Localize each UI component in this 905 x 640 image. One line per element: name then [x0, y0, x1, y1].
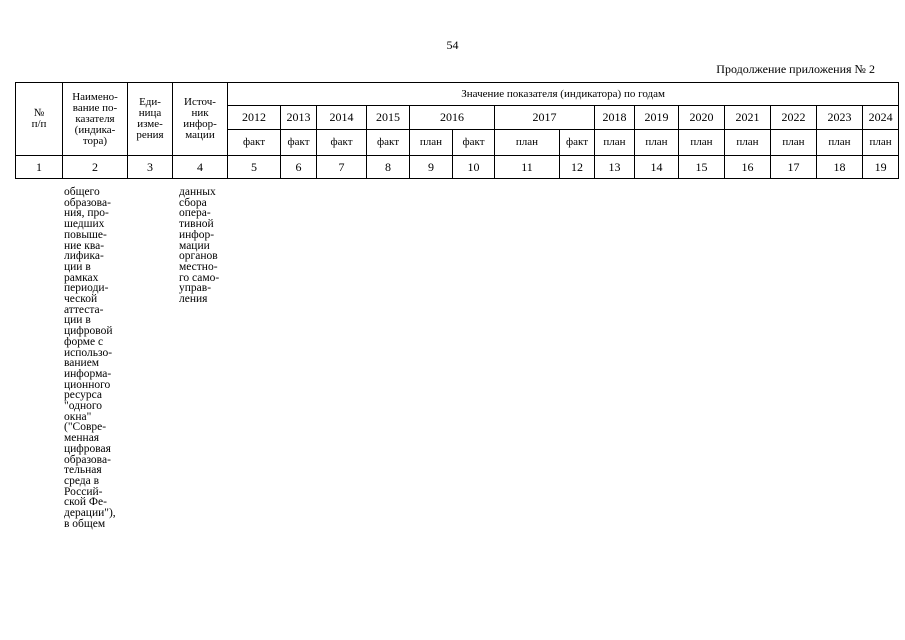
- year-cell: 2015: [367, 106, 410, 130]
- column-number-cell: 6: [281, 156, 317, 179]
- column-number-cell: 5: [228, 156, 281, 179]
- column-number-cell: 11: [495, 156, 560, 179]
- year-cell: 2020: [679, 106, 725, 130]
- year-cell: 2022: [771, 106, 817, 130]
- header-indicator-name: Наимено- вание по- казателя (индика- тора): [63, 83, 128, 156]
- value-kind-cell: план: [495, 130, 560, 156]
- indicator-table: [15, 82, 899, 179]
- year-cell: 2024: [863, 106, 899, 130]
- continuation-note: Продолжение приложения № 2: [716, 62, 875, 76]
- year-cell: 2013: [281, 106, 317, 130]
- column-number-cell: 8: [367, 156, 410, 179]
- value-kind-cell: факт: [317, 130, 367, 156]
- column-number-cell: 17: [771, 156, 817, 179]
- value-kind-cell: факт: [367, 130, 410, 156]
- column-number-cell: 7: [317, 156, 367, 179]
- column-number-cell: 19: [863, 156, 899, 179]
- value-kind-cell: план: [410, 130, 453, 156]
- column-number-cell: 18: [817, 156, 863, 179]
- source-text: данных сбора опера- тивной инфор- мации органов местно- го само- управ- ления: [179, 186, 220, 306]
- value-kind-cell: план: [679, 130, 725, 156]
- year-cell: 2017: [495, 106, 595, 130]
- column-number-cell: 13: [595, 156, 635, 179]
- value-kind-cell: факт: [453, 130, 495, 156]
- year-cell: 2014: [317, 106, 367, 130]
- year-cell: 2012: [228, 106, 281, 130]
- header-source: Источ- ник инфор- мации: [173, 83, 228, 156]
- column-number-cell: 4: [173, 156, 228, 179]
- year-cell: 2019: [635, 106, 679, 130]
- header-values-by-year: Значение показателя (индикатора) по годам: [228, 83, 899, 106]
- column-number-cell: 9: [410, 156, 453, 179]
- value-kind-cell: факт: [281, 130, 317, 156]
- column-number-cell: 1: [16, 156, 63, 179]
- column-number-cell: 10: [453, 156, 495, 179]
- value-kind-cell: план: [595, 130, 635, 156]
- header-unit: Еди- ница изме- рения: [128, 83, 173, 156]
- year-cell: 2016: [410, 106, 495, 130]
- page-number: 54: [446, 38, 459, 52]
- value-kind-cell: план: [725, 130, 771, 156]
- column-number-cell: 3: [128, 156, 173, 179]
- value-kind-cell: факт: [228, 130, 281, 156]
- column-number-cell: 14: [635, 156, 679, 179]
- value-kind-cell: план: [817, 130, 863, 156]
- column-number-cell: 12: [560, 156, 595, 179]
- year-cell: 2021: [725, 106, 771, 130]
- value-kind-cell: план: [863, 130, 899, 156]
- year-cell: 2023: [817, 106, 863, 130]
- column-number-cell: 15: [679, 156, 725, 179]
- header-number: № п/п: [16, 83, 63, 156]
- column-number-cell: 16: [725, 156, 771, 179]
- column-number-cell: 2: [63, 156, 128, 179]
- year-cell: 2018: [595, 106, 635, 130]
- value-kind-cell: план: [635, 130, 679, 156]
- value-kind-cell: план: [771, 130, 817, 156]
- indicator-name-text: общего образова- ния, про- шедших повыше- ние ква- лифика- ции в рамках периоди- ческой аттеста- ции в цифровой форме с использо- ванием информа- ционного ресурса "одного окна" ("Совре- менная цифровая образова- тельная среда в Россий- ской Фе- дерации"), в общем: [64, 186, 116, 530]
- value-kind-cell: факт: [560, 130, 595, 156]
